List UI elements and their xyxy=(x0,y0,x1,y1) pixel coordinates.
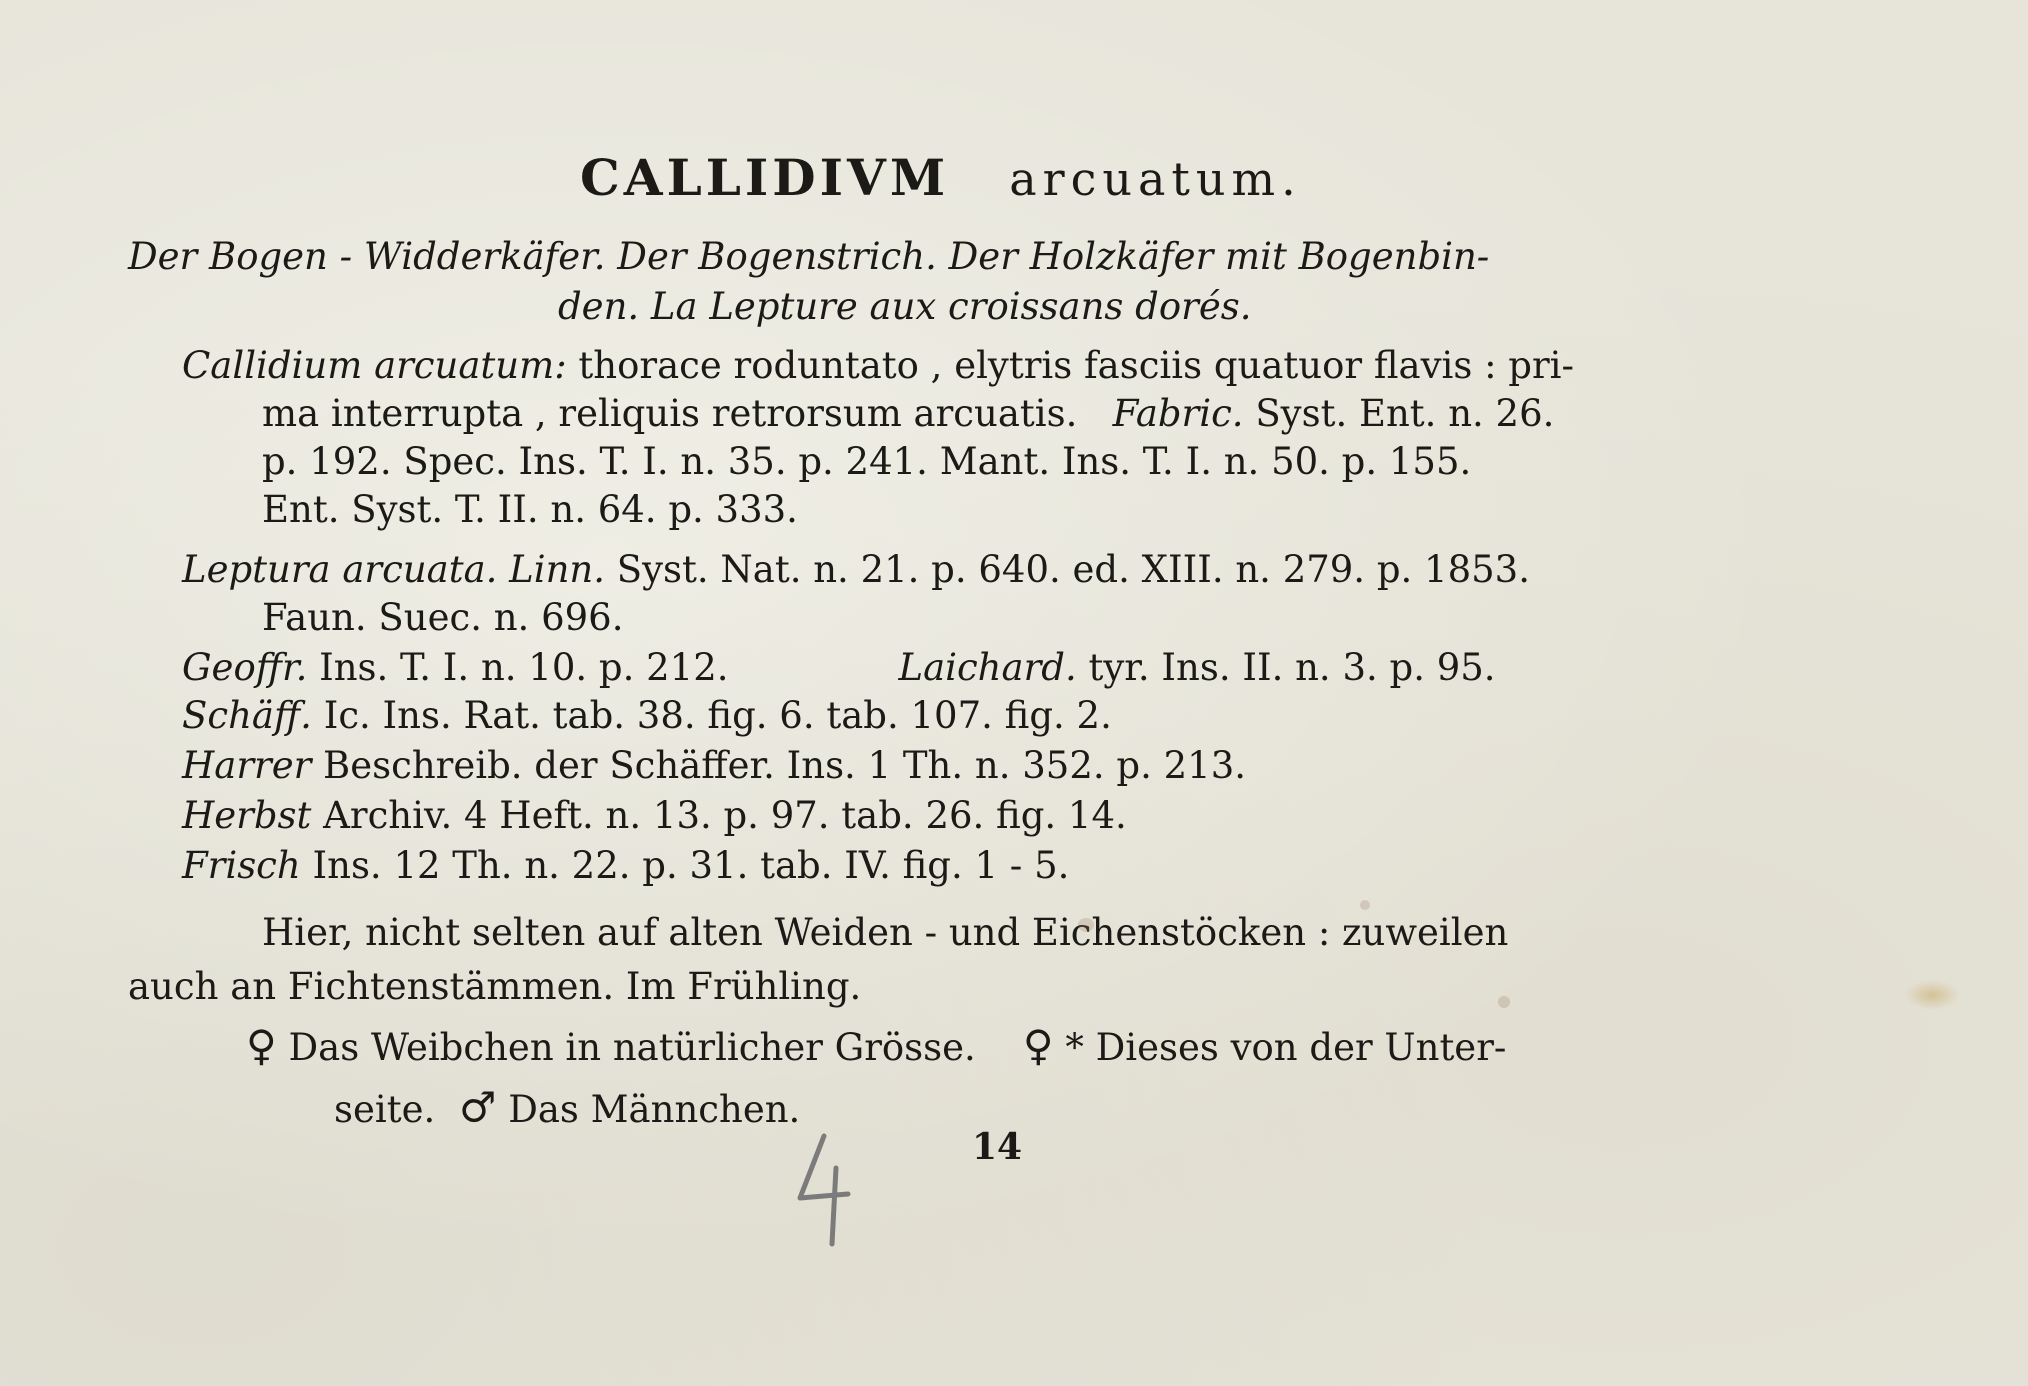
synonym-line: Ent. Syst. T. II. n. 64. p. 333. xyxy=(262,488,798,531)
synonym-author: Frisch xyxy=(182,844,301,887)
german-names-line2: den. La Lepture aux croissans dorés. xyxy=(558,285,1252,328)
male-symbol-icon: ♂ xyxy=(458,1083,497,1132)
habitat-line1: Hier, nicht selten auf alten Weiden - und Eichenstöcken : zuweilen xyxy=(262,911,1509,954)
synonym-text: Ic. Ins. Rat. tab. 38. fig. 6. tab. 107. fig. 2. xyxy=(311,694,1112,737)
figure-text: seite. xyxy=(334,1088,436,1131)
synonym-line xyxy=(182,390,1882,438)
female-symbol-icon: ♀ xyxy=(1022,1021,1054,1070)
german-common-names xyxy=(128,232,1868,332)
synonym-author: Geoffr. xyxy=(182,646,308,689)
synonym-text: Beschreib. der Schäffer. Ins. 1 Th. n. 352. p. 213. xyxy=(311,744,1246,787)
synonym-text: ma interrupta , reliquis retrorsum arcuatis. xyxy=(262,392,1078,435)
figure-text: Das Männchen. xyxy=(496,1088,801,1131)
synonym-line: p. 192. Spec. Ins. T. I. n. 35. p. 241. Mant. Ins. T. I. n. 50. p. 155. xyxy=(262,440,1472,483)
paper-spot xyxy=(1078,918,1094,932)
page-title xyxy=(580,148,1302,207)
synonym-text: Archiv. 4 Heft. n. 13. p. 97. tab. 26. fig. 14. xyxy=(311,794,1127,837)
figure-line1 xyxy=(128,1016,1868,1078)
habitat-line2: auch an Fichtenstämmen. Im Frühling. xyxy=(128,965,862,1008)
synonym-author: Schäff. xyxy=(182,694,312,737)
title-species: arcuatum. xyxy=(1009,152,1302,206)
synonym-author: Laichard. xyxy=(898,646,1077,689)
synonym-text: Syst. Ent. n. 26. xyxy=(1243,392,1555,435)
synonym-author: Herbst xyxy=(182,794,312,837)
synonym-harrer xyxy=(182,742,1882,790)
synonym-text: Ins. T. I. n. 10. p. 212. xyxy=(307,646,729,689)
synonym-author: Fabric. xyxy=(1112,392,1244,435)
synonym-text: Syst. Nat. n. 21. p. 640. ed. XIII. n. 279. p. 1853. xyxy=(605,548,1530,591)
synonym-frisch xyxy=(182,842,1882,890)
synonym-author: Callidium arcuatum: xyxy=(182,344,567,387)
synonym-author: Harrer xyxy=(182,744,312,787)
paper-spot xyxy=(1360,900,1370,910)
synonym-leptura xyxy=(182,546,1882,642)
figure-text: * Dieses von der Unter- xyxy=(1053,1026,1507,1069)
synonym-line: Faun. Suec. n. 696. xyxy=(262,596,624,639)
synonym-callidium xyxy=(182,342,1882,534)
synonym-text: tyr. Ins. II. n. 3. p. 95. xyxy=(1076,646,1496,689)
habitat-paragraph xyxy=(128,906,1868,1014)
page-number: 14 xyxy=(972,1126,1023,1168)
german-names-line1: Der Bogen - Widderkäfer. Der Bogenstrich. Der Holzkäfer mit Bogenbin- xyxy=(128,235,1490,278)
figure-text: Das Weibchen in natürlicher Grösse. xyxy=(276,1026,976,1069)
synonym-herbst xyxy=(182,792,1882,840)
paper-spot xyxy=(1498,996,1510,1008)
title-genus: CALLIDIVM xyxy=(580,148,950,207)
synonym-author: Leptura arcuata. xyxy=(182,548,498,591)
synonym-author: Linn. xyxy=(497,548,605,591)
figure-explanation xyxy=(128,1016,1868,1140)
pencil-mark-icon xyxy=(786,1128,866,1248)
synonym-text: thorace roduntato , elytris fasciis quatuor flavis : pri- xyxy=(566,344,1575,387)
synonym-text: Ins. 12 Th. n. 22. p. 31. tab. IV. fig. 1 - 5. xyxy=(300,844,1070,887)
synonym-schaeff xyxy=(182,692,1882,740)
paper-stain xyxy=(1904,980,1960,1010)
synonym-geoffr xyxy=(182,644,1882,692)
female-symbol-icon: ♀ xyxy=(246,1021,277,1070)
